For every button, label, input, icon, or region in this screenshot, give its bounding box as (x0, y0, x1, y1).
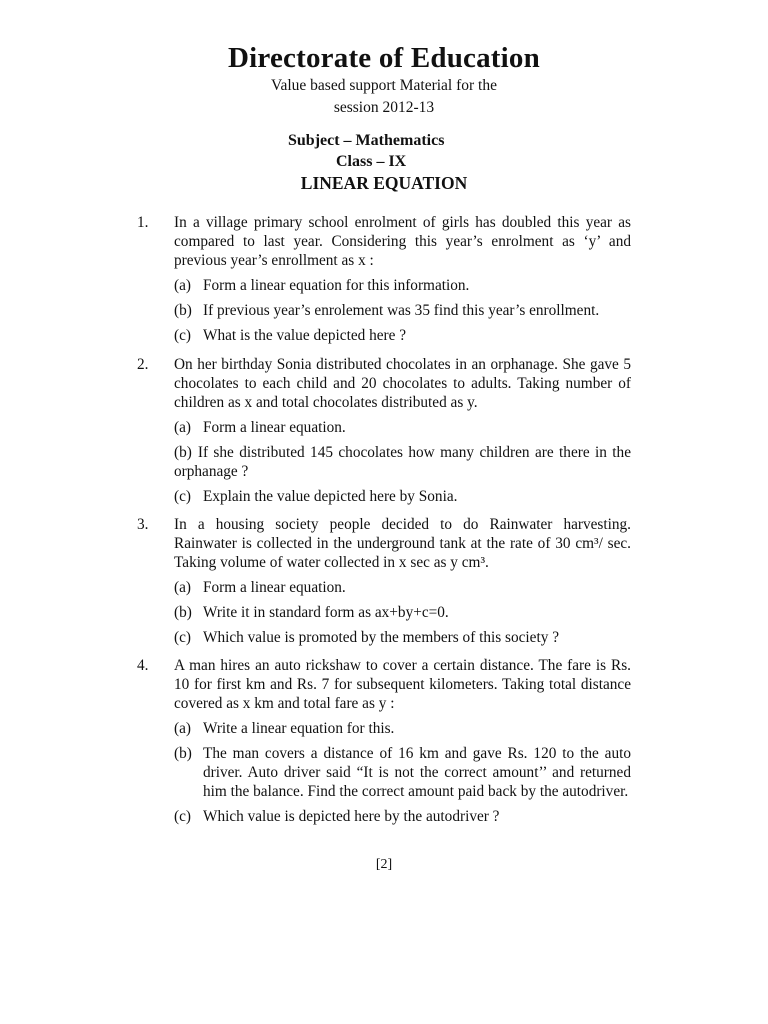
class-heading: Class – IX (336, 153, 407, 170)
option-label: (b) (174, 745, 192, 762)
topic-heading: LINEAR EQUATION (300, 173, 468, 193)
option-text: What is the value depicted here ? (203, 327, 407, 344)
option-label: (b) (174, 444, 192, 461)
option-label: (c) (174, 629, 191, 646)
option-text: Which value is promoted by the members of this society ? (203, 629, 559, 646)
option-b (174, 603, 631, 622)
question-stem: A man hires an auto rickshaw to cover a certain distance. The fare is Rs. 10 for first km and Rs. 7 for subsequent kilometers. Taking total distance covered as x km and total fare as y : (174, 657, 631, 712)
document-subtitle-line2: session 2012-13 (333, 99, 435, 116)
option-label: (c) (174, 808, 191, 825)
question-1 (137, 213, 631, 345)
question-4 (137, 656, 631, 826)
option-label: (a) (174, 720, 191, 737)
option-a (174, 418, 631, 437)
option-text: Explain the value depicted here by Sonia. (203, 488, 458, 505)
option-c (174, 487, 631, 506)
subject-heading: Subject – Mathematics (288, 132, 445, 149)
option-text: Write it in standard form as ax+by+c=0. (203, 604, 449, 621)
option-text: If previous year’s enrolement was 35 find this year’s enrollment. (203, 302, 600, 319)
option-label: (b) (174, 604, 192, 621)
option-label: (a) (174, 277, 191, 294)
option-c (174, 807, 631, 826)
question-3 (137, 515, 631, 647)
option-label: (c) (174, 488, 191, 505)
question-stem: In a housing society people decided to do Rainwater harvesting. Rainwater is collected in the underground tank at the rate of 30 cm³/ sec. Taking volume of water collected in x sec as y cm³. (174, 516, 631, 571)
option-c (174, 326, 631, 345)
option-c (174, 628, 631, 647)
option-label: (b) (174, 302, 192, 319)
option-text: If she distributed 145 chocolates how many children are there in the orphanage ? (174, 444, 631, 480)
document-subtitle-line1: Value based support Material for the (271, 77, 497, 94)
question-number: 3. (137, 516, 149, 533)
page-number: [2] (375, 857, 393, 872)
option-text: Form a linear equation. (203, 579, 346, 596)
question-2 (137, 355, 631, 506)
question-stem: In a village primary school enrolment of girls has doubled this year as compared to last year. Considering this year’s enrolment as ‘y’ and previous year’s enrollment as x : (174, 214, 631, 269)
option-text: Which value is depicted here by the autodriver ? (203, 808, 500, 825)
option-a (174, 276, 631, 295)
option-text: Write a linear equation for this. (203, 720, 395, 737)
option-a (174, 719, 631, 738)
option-b (174, 744, 631, 801)
document-title: Directorate of Education (228, 42, 540, 74)
option-text: The man covers a distance of 16 km and gave Rs. 120 to the auto driver. Auto driver said “It is not the correct amount’’ and returned him the balance. Find the correct amount paid back by the autodriver. (203, 745, 631, 800)
question-number: 1. (137, 214, 149, 231)
option-a (174, 578, 631, 597)
option-text: Form a linear equation for this information. (203, 277, 470, 294)
option-b (174, 301, 631, 320)
question-number: 2. (137, 356, 149, 373)
option-b (174, 443, 631, 481)
option-label: (a) (174, 579, 191, 596)
question-stem: On her birthday Sonia distributed chocolates in an orphanage. She gave 5 chocolates to each child and 20 chocolates to adults. Taking number of children as x and total chocolates distributed as y. (174, 356, 631, 411)
option-label: (c) (174, 327, 191, 344)
question-number: 4. (137, 657, 149, 674)
option-text: Form a linear equation. (203, 419, 346, 436)
option-label: (a) (174, 419, 191, 436)
